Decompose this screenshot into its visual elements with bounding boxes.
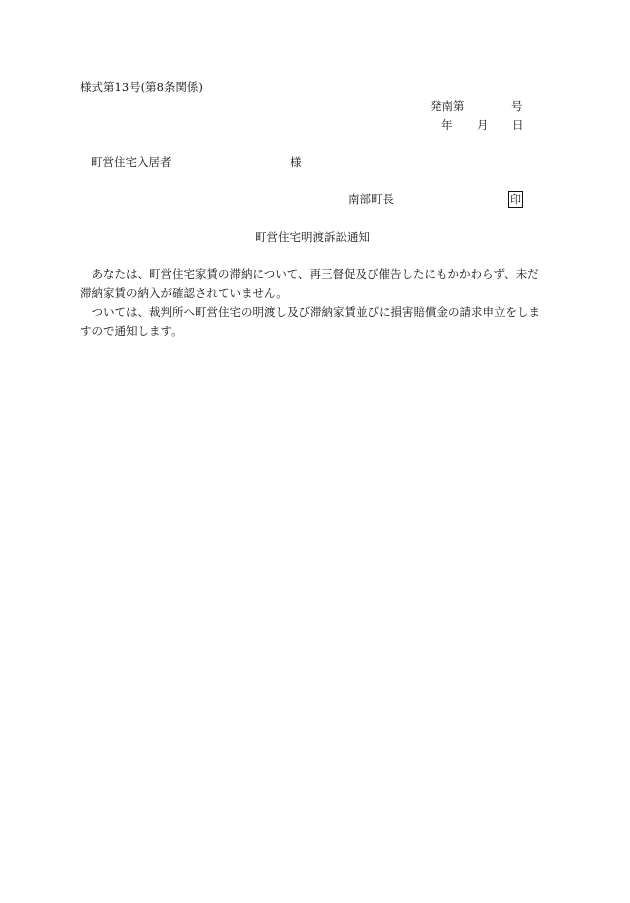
issue-number-suffix: 号 (511, 99, 523, 113)
addressee-honorific: 様 (290, 155, 302, 169)
body-paragraph-2-line-1: ついては、裁判所へ町営住宅の明渡し及び滞納家賃並びに損害賠償金の請求申立をしま (91, 305, 540, 319)
body-paragraph-1-line-2: 滞納家賃の納入が確認されていません。 (80, 286, 288, 300)
issue-number-prefix: 発南第 (430, 99, 465, 113)
body-paragraph-2-line-2: すので通知します。 (80, 324, 183, 338)
document-title: 町営住宅明渡訴訟通知 (255, 230, 370, 244)
date-month-label: 月 (477, 118, 489, 132)
body-paragraph-1-line-1: あなたは、町営住宅家賃の滞納について、再三督促及び催告したにもかかわらず、未だ (91, 267, 539, 281)
date-year-label: 年 (441, 118, 453, 132)
addressee-label: 町営住宅入居者 (91, 155, 172, 169)
date-day-label: 日 (512, 118, 524, 132)
sender-title: 南部町長 (348, 192, 394, 206)
form-number: 様式第13号(第8条関係) (80, 80, 203, 94)
seal-stamp-box: 印 (510, 193, 521, 206)
